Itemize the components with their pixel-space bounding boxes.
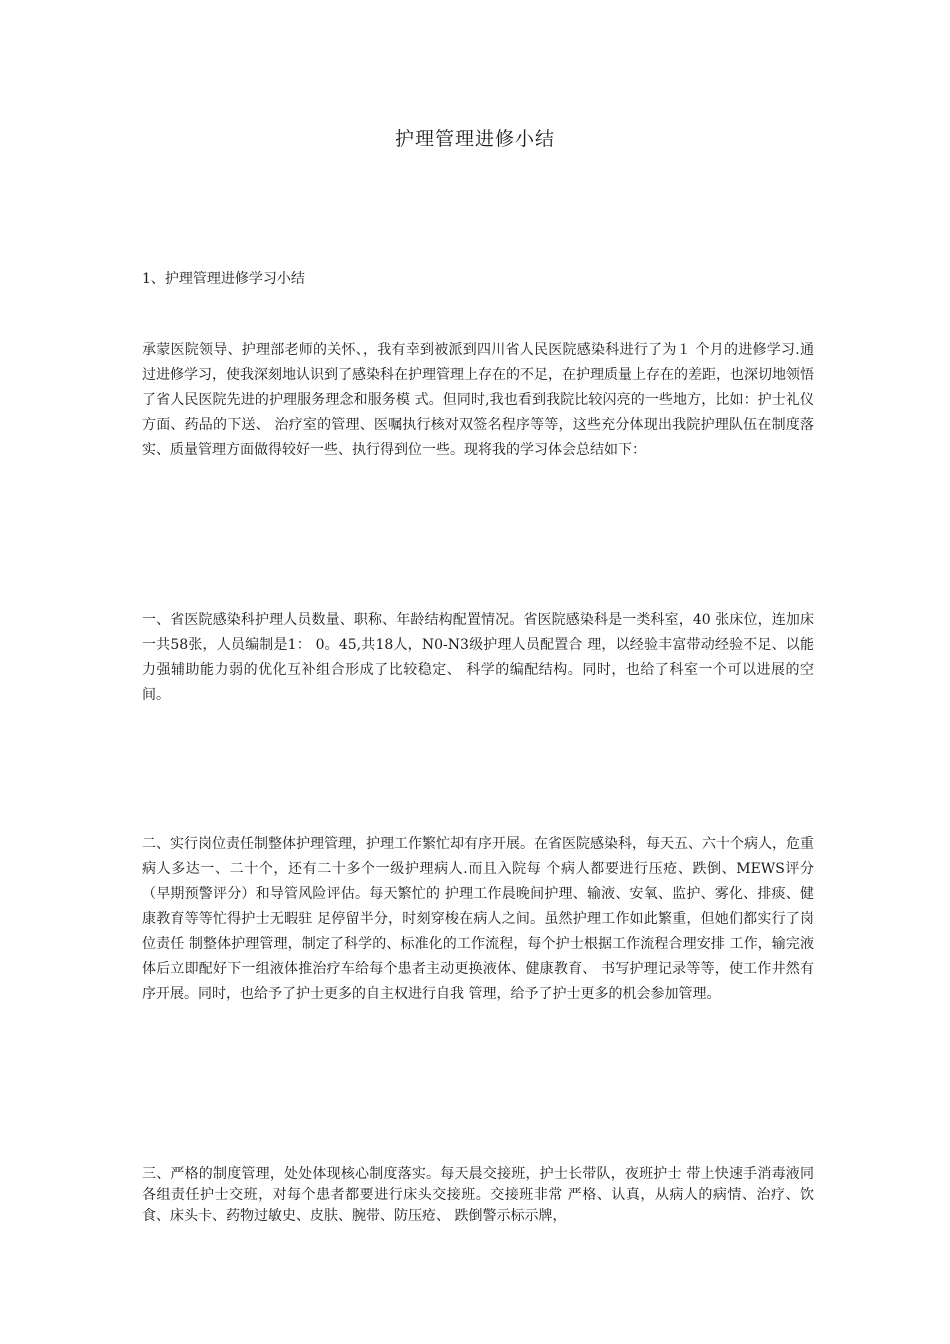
document-title: 护理管理进修小结 <box>394 128 555 150</box>
paragraph-staffing: 一、省医院感染科护理人员数量、职称、年龄结构配置情况。省医院感染科是一类科室，40 张床位，连加床一共58张，人员编制是1： 0。45,共18人，N0-N3级护理人员配置合 理，以经验丰富带动经验不足、以能力强辅助能力弱的优化互补组合形成了比较稳定、 科学的编配结构。同时，也给了科室一个可以进展的空间。 <box>142 612 814 703</box>
paragraph-system-management: 三、严格的制度管理，处处体现核心制度落实。每天晨交接班，护士长带队，夜班护士 带上快速手消毒液同各组责任护士交班，对每个患者都要进行床头交接班。交接班非常 严格、认真，从病人的病情、治疗、饮食、床头卡、药物过敏史、皮肤、腕带、防压疮、 跌倒警示标示牌， <box>142 1166 814 1224</box>
section-heading: 1、护理管理进修学习小结 <box>142 271 305 287</box>
paragraph-responsibility: 二、实行岗位责任制整体护理管理，护理工作繁忙却有序开展。在省医院感染科，每天五、六十个病人，危重病人多达一、二十个，还有二十多个一级护理病人.而且入院每 个病人都要进行压疮、跌倒、MEWS评分（早期预警评分）和导管风险评估。每天繁忙的 护理工作晨晚间护理、输液、安氧、监护、雾化、排痰、健康教育等等忙得护士无暇驻 足停留半分，时刻穿梭在病人之间。虽然护理工作如此繁重，但她们都实行了岗位责任 制整体护理管理，制定了科学的、标准化的工作流程，每个护士根据工作流程合理安排 工作，输完液体后立即配好下一组液体推治疗车给每个患者主动更换液体、健康教育、 书写护理记录等等，使工作井然有序开展。同时，也给予了护士更多的自主权进行自我 管理，给予了护士更多的机会参加管理。 <box>142 836 814 1002</box>
paragraph-intro: 承蒙医院领导、护理部老师的关怀、，我有幸到被派到四川省人民医院感染科进行了为１ 个月的进修学习.通过进修学习，使我深刻地认识到了感染科在护理管理上存在的不足，在护理质量上存在的差距，也深切地领悟了省人民医院先进的护理服务理念和服务模 式。但同时,我也看到我院比较闪亮的一些地方，比如：护士礼仪方面、药品的下送、 治疗室的管理、医嘱执行核对双签名程序等等，这些充分体现出我院护理队伍在制度落 实、质量管理方面做得较好一些、执行得到位一些。现将我的学习体会总结如下： <box>142 342 814 458</box>
